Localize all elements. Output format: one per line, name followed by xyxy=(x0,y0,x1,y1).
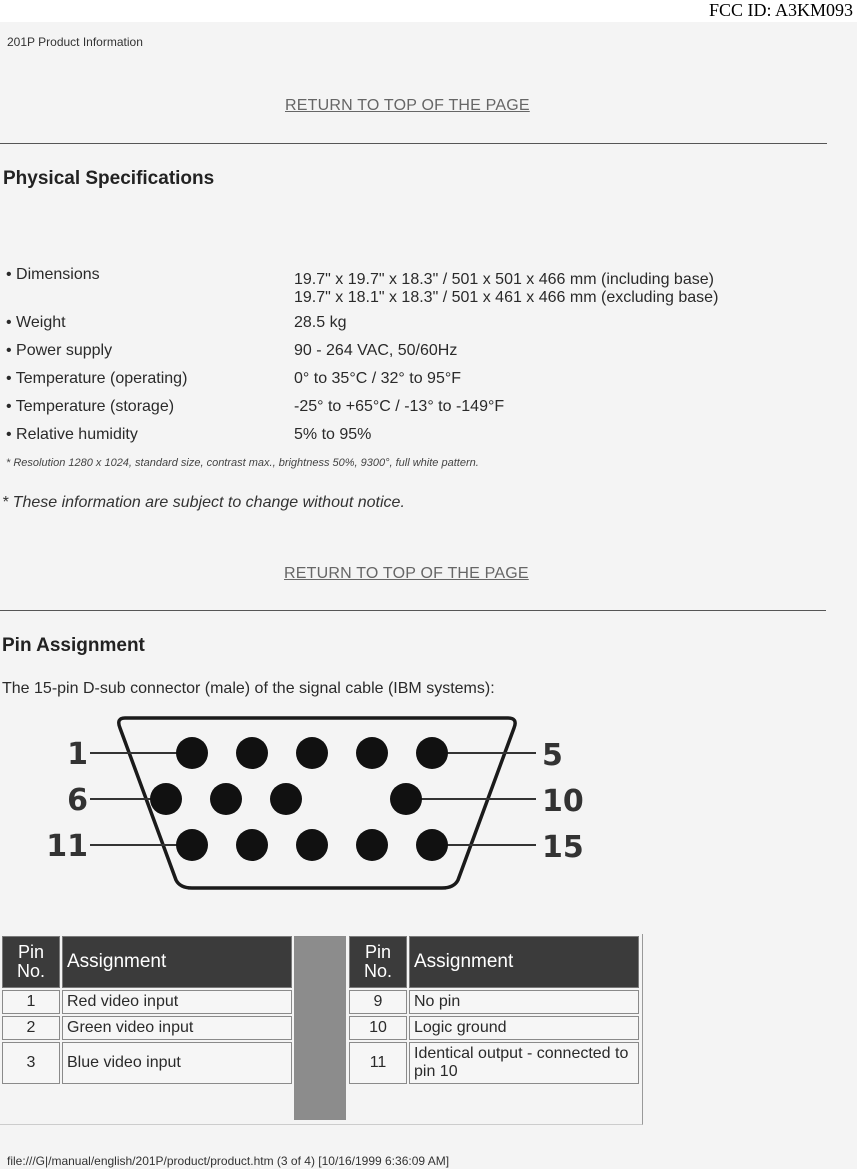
pin-number: 10 xyxy=(349,1016,407,1040)
pin-number: 2 xyxy=(2,1016,60,1040)
label-pin-5: 5 xyxy=(542,738,563,773)
pin-15 xyxy=(416,829,448,861)
pin-table-right xyxy=(347,934,641,1086)
footer-url: file:///G|/manual/english/201P/product/product.htm (3 of 4) [10/16/1999 6:36:09 AM] xyxy=(7,1154,450,1168)
connector-description: The 15-pin D-sub connector (male) of the signal cable (IBM systems): xyxy=(2,680,495,697)
spec-value: -25° to +65°C / -13° to -149°F xyxy=(294,398,505,415)
pin-11 xyxy=(176,829,208,861)
spec-footnote: * Resolution 1280 x 1024, standard size, contrast max., brightness 50%, 9300°, full white pattern. xyxy=(6,457,479,469)
col-assignment: Assignment xyxy=(62,936,292,988)
pin-number: 1 xyxy=(2,990,60,1014)
pin-4 xyxy=(356,737,388,769)
table-row xyxy=(2,990,292,1014)
spec-label: • Temperature (operating) xyxy=(6,370,188,387)
label-pin-10: 10 xyxy=(542,784,584,819)
pin-function: Green video input xyxy=(62,1016,292,1040)
pin-10 xyxy=(390,783,422,815)
pin-function: Red video input xyxy=(62,990,292,1014)
label-pin-1: 1 xyxy=(67,737,88,772)
pin-function: Logic ground xyxy=(409,1016,639,1040)
pin-table-left xyxy=(0,934,294,1086)
pin-function: No pin xyxy=(409,990,639,1014)
dsub-connector-diagram xyxy=(40,712,600,897)
spec-value: 0° to 35°C / 32° to 95°F xyxy=(294,370,462,387)
col-pin-no: Pin No. xyxy=(2,936,60,988)
pin-2 xyxy=(236,737,268,769)
pin-number: 9 xyxy=(349,990,407,1014)
pin-14 xyxy=(356,829,388,861)
pin-number: 11 xyxy=(349,1042,407,1084)
pin-3 xyxy=(296,737,328,769)
pin-8 xyxy=(270,783,302,815)
pin-function: Identical output - connected to pin 10 xyxy=(409,1042,639,1084)
label-pin-11: 11 xyxy=(46,829,88,864)
spec-label: • Dimensions xyxy=(6,266,100,283)
pin-5 xyxy=(416,737,448,769)
pin-tables xyxy=(0,934,642,1124)
divider-1 xyxy=(0,143,827,144)
fcc-id: FCC ID: A3KM093 xyxy=(708,0,853,20)
spec-label: • Temperature (storage) xyxy=(6,398,175,415)
table-row xyxy=(349,990,639,1014)
pin-6 xyxy=(150,783,182,815)
col-assignment: Assignment xyxy=(409,936,639,988)
spec-label: • Relative humidity xyxy=(6,426,138,443)
table-row xyxy=(349,1042,639,1084)
return-to-top-link-1[interactable]: RETURN TO TOP OF THE PAGE xyxy=(285,97,530,114)
pin-7 xyxy=(210,783,242,815)
table-row xyxy=(349,1016,639,1040)
table-spacer-column xyxy=(294,936,346,1120)
spec-value: 28.5 kg xyxy=(294,314,347,331)
spec-label: • Power supply xyxy=(6,342,113,359)
pin-1 xyxy=(176,737,208,769)
col-pin-no: Pin No. xyxy=(349,936,407,988)
spec-label: • Weight xyxy=(6,314,66,331)
spec-value: 19.7" x 19.7" x 18.3" / 501 x 501 x 466 mm (including base) 19.7" x 18.1" x 18.3" / 501 x 461 x 466 mm (excluding base) xyxy=(294,271,719,306)
pin-assignment-title: Pin Assignment xyxy=(2,635,145,656)
pin-13 xyxy=(296,829,328,861)
divider-2 xyxy=(0,610,826,611)
change-notice: * These information are subject to change without notice. xyxy=(2,494,405,511)
pin-number: 3 xyxy=(2,1042,60,1084)
pin-function: Blue video input xyxy=(62,1042,292,1084)
return-to-top-link-2[interactable]: RETURN TO TOP OF THE PAGE xyxy=(284,565,529,582)
table-row xyxy=(2,1016,292,1040)
pin-12 xyxy=(236,829,268,861)
table-row xyxy=(2,1042,292,1084)
spec-value: 5% to 95% xyxy=(294,426,372,443)
page-header: 201P Product Information xyxy=(7,35,143,49)
spec-value: 90 - 264 VAC, 50/60Hz xyxy=(294,342,458,359)
label-pin-15: 15 xyxy=(542,830,584,865)
physical-specs-title: Physical Specifications xyxy=(3,168,215,189)
label-pin-6: 6 xyxy=(67,783,88,818)
